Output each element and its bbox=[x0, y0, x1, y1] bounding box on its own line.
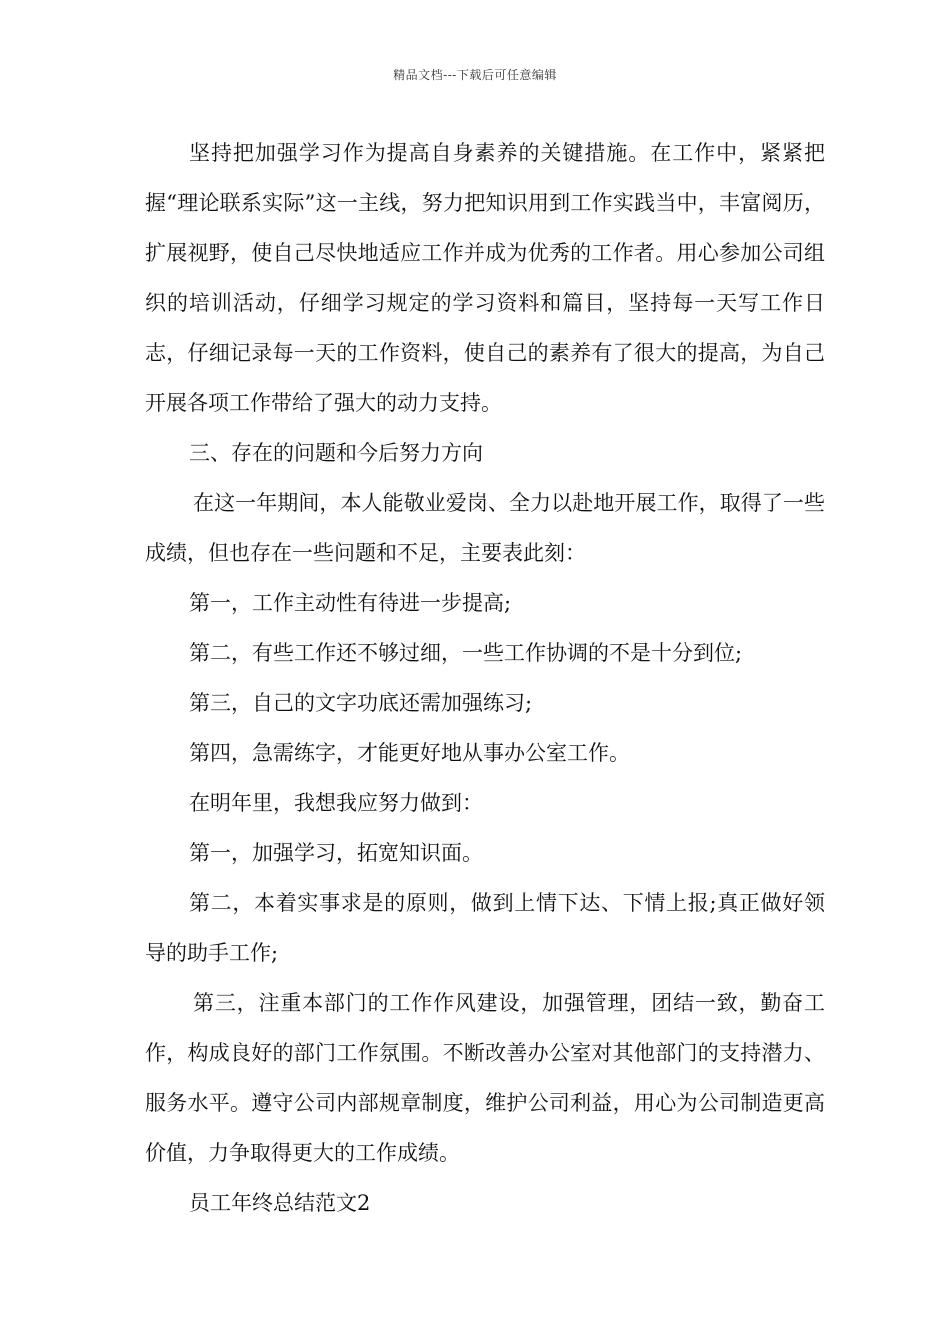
section-heading-problems: 三、存在的问题和今后努力方向 bbox=[189, 441, 483, 465]
list-item-goal-3: 第三，注重本部门的工作作风建设，加强管理，团结一致，勤奋工作，构成良好的部门工作氛围。不断改善办公室对其他部门的支持潜力、服务水平。遵守公司内部规章制度，维护公司利益，用心为公司制造更高价值，力争取得更大的工作成绩。 bbox=[145, 991, 825, 1165]
list-item-goal-1: 第一，加强学习，拓宽知识面。 bbox=[189, 841, 483, 865]
next-article-title: 员工年终总结范文2 bbox=[189, 1191, 371, 1215]
paragraph-next-year-intro: 在明年里，我想我应努力做到： bbox=[189, 791, 483, 815]
list-item-goal-2: 第二，本着实事求是的原则，做到上情下达、下情上报;真正做好领导的助手工作; bbox=[145, 891, 825, 965]
list-item-problem-1: 第一，工作主动性有待进一步提高; bbox=[189, 591, 512, 615]
paragraph-year-summary: 在这一年期间，本人能敬业爱岗、全力以赴地开展工作，取得了一些成绩，但也存在一些问题和不足，主要表此刻： bbox=[145, 491, 825, 565]
list-item-problem-3: 第三，自己的文字功底还需加强练习; bbox=[189, 691, 533, 715]
paragraph-study-measures: 坚持把加强学习作为提高自身素养的关键措施。在工作中，紧紧把握“理论联系实际”这一主线，努力把知识用到工作实践当中，丰富阅历，扩展视野，使自己尽快地适应工作并成为优秀的工作者。用心参加公司组织的培训活动，仔细学习规定的学习资料和篇目，坚持每一天写工作日志，仔细记录每一天的工作资料，使自己的素养有了很大的提高，为自己开展各项工作带给了强大的动力支持。 bbox=[145, 141, 825, 415]
list-item-problem-4: 第四，急需练字，才能更好地从事办公室工作。 bbox=[189, 741, 630, 765]
list-item-problem-2: 第二，有些工作还不够过细，一些工作协调的不是十分到位; bbox=[189, 641, 743, 665]
document-body bbox=[145, 128, 825, 1228]
page-header: 精品文档---下载后可任意编辑 bbox=[393, 68, 557, 82]
